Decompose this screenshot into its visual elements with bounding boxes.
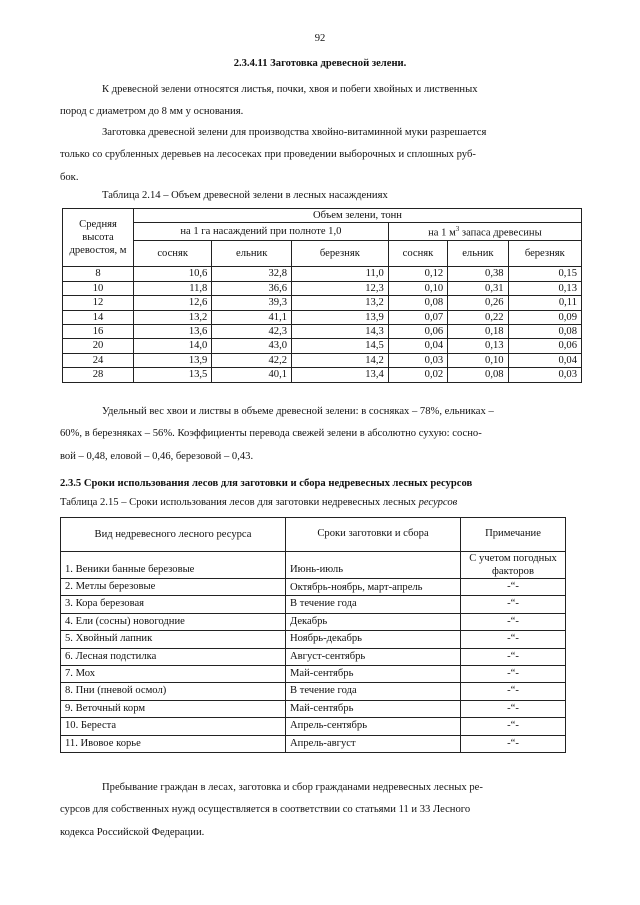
para-line: сурсов для собственных нужд осуществляется в соответствии со статьями 11 и 33 Лесного xyxy=(60,804,471,816)
header-note: Примечание xyxy=(461,518,566,552)
para-line: кодекса Российской Федерации. xyxy=(60,826,205,838)
table-row: 20 14,0 43,0 14,5 0,04 0,13 0,06 xyxy=(63,339,582,353)
paragraph-citizens xyxy=(60,777,582,844)
table-row: 6. Лесная подстилка Август-сентябрь -“- xyxy=(61,648,566,665)
column-header: сосняк xyxy=(388,241,447,267)
section-heading: 2.3.5 Сроки использования лесов для заготовки и сбора недревесных лесных ресурсов xyxy=(60,478,473,489)
table-row: 8. Пни (пневой осмол) В течение года -“- xyxy=(61,683,566,700)
table-row: 9. Веточный корм Май-сентябрь -“- xyxy=(61,700,566,717)
paragraph-needle-share xyxy=(60,401,582,468)
header-volume: Объем зелени, тонн xyxy=(134,209,582,223)
table-row: 12 12,6 39,3 13,2 0,08 0,26 0,11 xyxy=(63,296,582,310)
table-row: 3. Кора березовая В течение года -“- xyxy=(61,596,566,613)
para-line: К древесной зелени относятся листья, почки, хвоя и побеги хвойных и лиственных xyxy=(102,84,478,95)
column-header: березняк xyxy=(292,241,389,267)
table-row: 10. Береста Апрель-сентябрь -“- xyxy=(61,718,566,735)
section-heading: 2.3.4.11 Заготовка древесной зелени. xyxy=(233,58,407,69)
page-number: 92 xyxy=(314,33,326,44)
table-row: 10 11,8 36,6 12,3 0,10 0,31 0,13 xyxy=(63,281,582,295)
green-mass-table xyxy=(62,208,582,383)
para-line: Пребывание граждан в лесах, заготовка и сбор гражданами недревесных лесных ре- xyxy=(102,782,483,793)
header-resource-kind: Вид недревесного лесного ресурса xyxy=(61,518,286,552)
para-line: 60%, в березняках – 56%. Коэффициенты перевода свежей зелени в абсолютно сухую: сосно- xyxy=(60,428,482,440)
para-line: только со срубленных деревьев на лесосеках при проведении выборочных и сплошных руб- xyxy=(60,149,476,161)
para-line: Удельный вес хвои и листвы в объеме древесной зелени: в сосняках – 78%, ельниках – xyxy=(102,406,494,417)
table-row: 14 13,2 41,1 13,9 0,07 0,22 0,09 xyxy=(63,310,582,324)
table-caption: Таблица 2.15 – Сроки использования лесов для заготовки недревесных лесных ресурсов xyxy=(60,497,458,508)
table-row: 8 10,6 32,8 11,0 0,12 0,38 0,15 xyxy=(63,267,582,281)
table-caption: Таблица 2.14 – Объем древесной зелени в лесных насаждениях xyxy=(102,190,388,201)
table-row: 11. Ивовое корье Апрель-август -“- xyxy=(61,735,566,752)
header-period: Сроки заготовки и сбора xyxy=(286,518,461,552)
table-row: 2. Метлы березовые Октябрь-ноябрь, март-апрель -“- xyxy=(61,579,566,596)
table-row: 1. Веники банные березовые Июнь-июль С учетом погодных факторов xyxy=(61,552,566,579)
header-per-ha: на 1 га насаждений при полноте 1,0 xyxy=(134,223,389,241)
harvest-period-table xyxy=(60,517,566,753)
para-line: бок. xyxy=(60,171,79,183)
para-line: пород с диаметром до 8 мм у основания. xyxy=(60,106,244,118)
column-header: ельник xyxy=(212,241,292,267)
table-row: 16 13,6 42,3 14,3 0,06 0,18 0,08 xyxy=(63,324,582,338)
header-per-m3: на 1 $м^3$ запаса древесины xyxy=(388,223,581,241)
paragraph-harvest xyxy=(60,122,582,189)
header-avg-height: Средняя высота древостоя, м xyxy=(63,209,134,267)
table-row: 28 13,5 40,1 13,4 0,02 0,08 0,03 xyxy=(63,368,582,382)
column-header: ельник xyxy=(448,241,508,267)
column-header: сосняк xyxy=(134,241,212,267)
paragraph-green-mass xyxy=(60,79,582,124)
para-line: Заготовка древесной зелени для производства хвойно-витаминной муки разрешается xyxy=(102,127,487,138)
table-row: 4. Ели (сосны) новогодние Декабрь -“- xyxy=(61,613,566,630)
para-line: вой – 0,48, еловой – 0,46, березовой – 0,43. xyxy=(60,450,254,462)
table-row: 7. Мох Май-сентябрь -“- xyxy=(61,666,566,683)
table-row: 5. Хвойный лапник Ноябрь-декабрь -“- xyxy=(61,631,566,648)
column-header: березняк xyxy=(508,241,581,267)
table-row: 24 13,9 42,2 14,2 0,03 0,10 0,04 xyxy=(63,353,582,367)
